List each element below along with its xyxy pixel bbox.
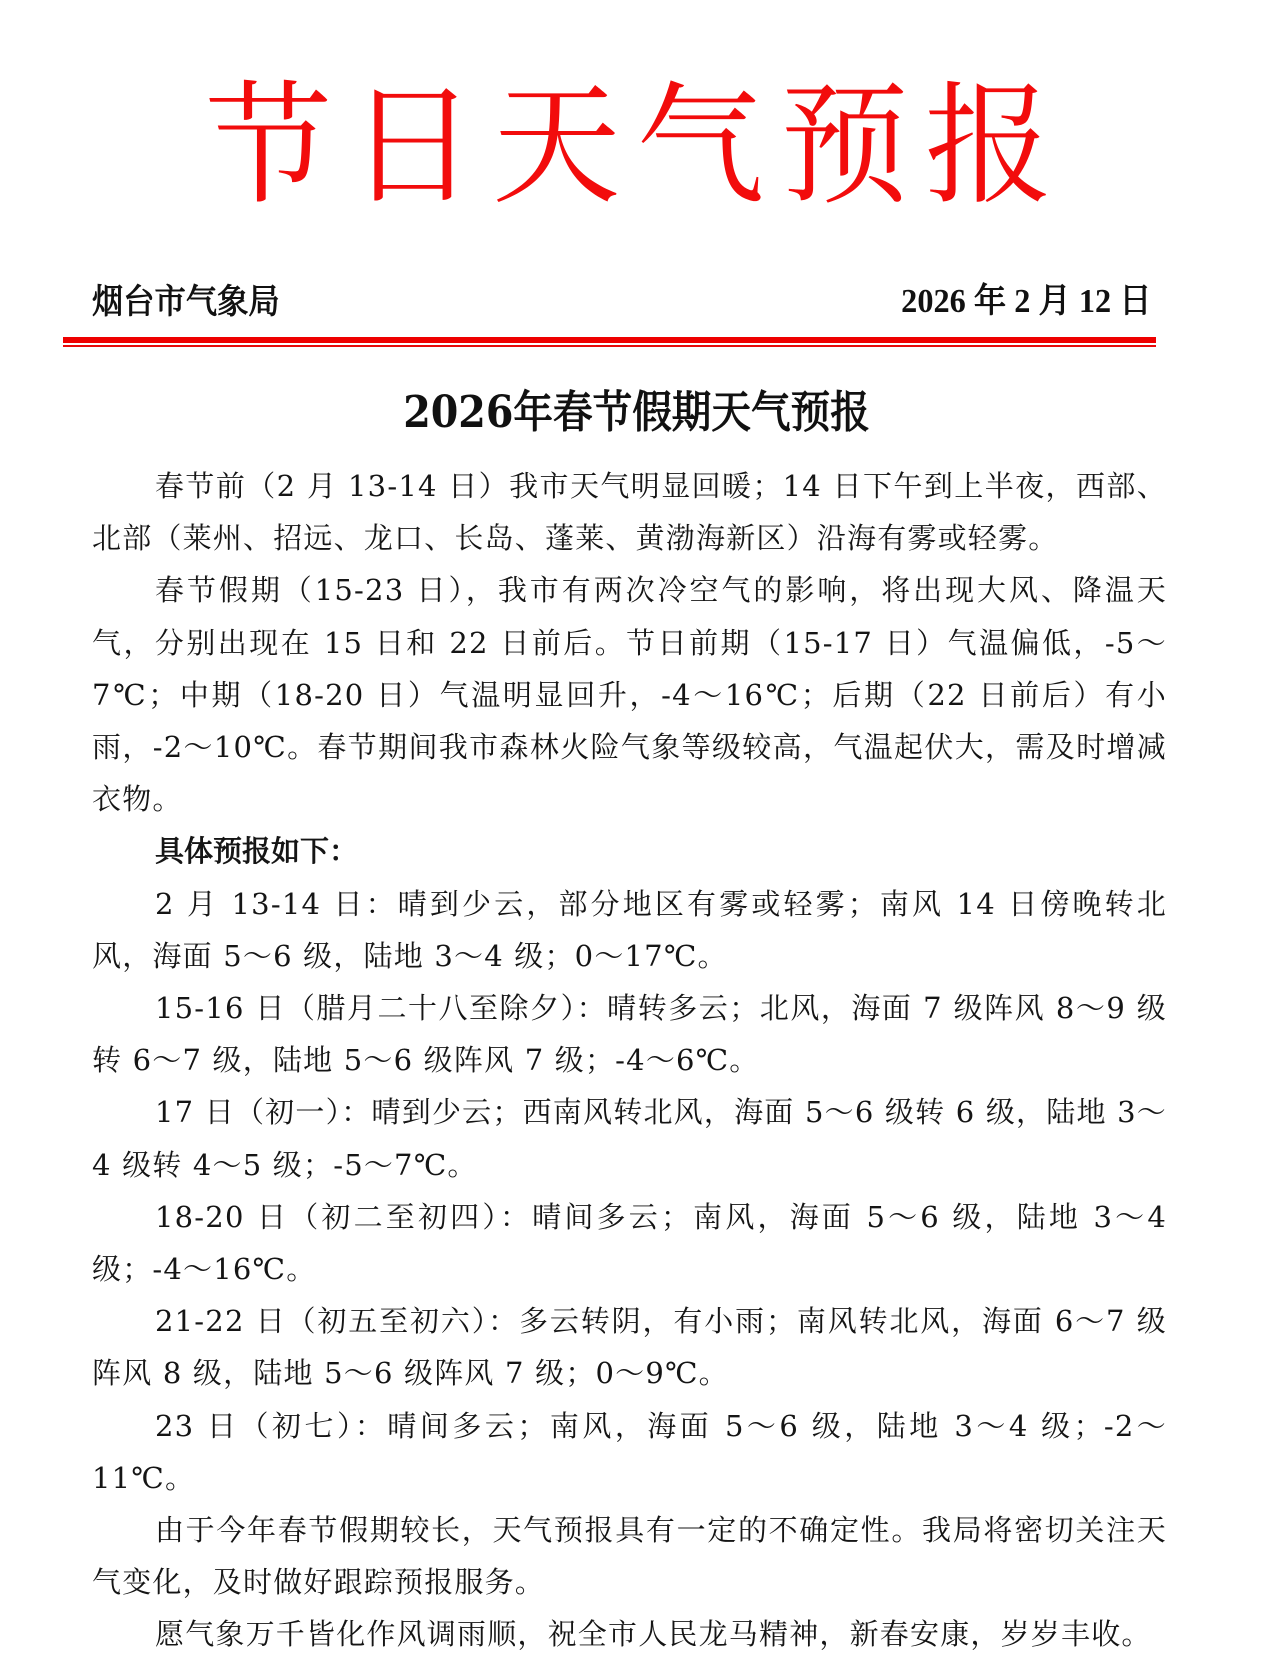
forecast-item: 18-20 日（初二至初四）：晴间多云；南风，海面 5～6 级，陆地 3～4 级；-4～16℃。: [92, 1199, 1167, 1287]
intro-paragraph-holiday: 春节假期（15-23 日），我市有两次冷空气的影响，将出现大风、降温天气，分别出现在 15 日和 22 日前后。节日前期（15-17 日）气温偏低，-5～7℃；中期（18-20 日）气温明显回升，-4～16℃；后期（22 日前后）有小雨，-2～10℃。春节期间我市森林火险气象等级较高，气温起伏大，需及时增减衣物。: [92, 573, 1167, 817]
section-heading: 具体预报如下：: [155, 834, 359, 869]
forecast-item: 23 日（初七）：晴间多云；南风，海面 5～6 级，陆地 3～4 级；-2～11℃。: [92, 1408, 1167, 1495]
closing-greeting: 愿气象万千皆化作风调雨顺，祝全市人民龙马精神，新春安康，岁岁丰收。: [155, 1617, 1152, 1652]
issue-date: 2026 年 2 月 12 日: [900, 283, 1151, 320]
intro-paragraph-pre-festival: 春节前（2 月 13-14 日）我市天气明显回暖；14 日下午到上半夜，西部、北部（莱州、招远、龙口、长岛、蓬莱、黄渤海新区）沿海有雾或轻雾。: [92, 469, 1167, 556]
document-title: 2026年春节假期天气预报: [403, 387, 870, 438]
issuer-name: 烟台市气象局: [92, 282, 280, 322]
forecast-item: 21-22 日（初五至初六）：多云转阴，有小雨；南风转北风，海面 6～7 级阵风 8 级，陆地 5～6 级阵风 7 级；0～9℃。: [92, 1304, 1167, 1391]
header-rule-thin: [63, 345, 1156, 347]
closing-uncertainty-note: 由于今年春节假期较长，天气预报具有一定的不确定性。我局将密切关注天气变化，及时做好跟踪预报服务。: [92, 1513, 1167, 1600]
forecast-item: 15-16 日（腊月二十八至除夕）：晴转多云；北风，海面 7 级阵风 8～9 级转 6～7 级，陆地 5～6 级阵风 7 级；-4～6℃。: [92, 991, 1167, 1078]
masthead-title: 节日天气预报: [204, 69, 1069, 224]
header-rule-thick: [63, 337, 1156, 343]
forecast-item: 17 日（初一）：晴到少云；西南风转北风，海面 5～6 级转 6 级，陆地 3～4 级转 4～5 级；-5～7℃。: [92, 1095, 1167, 1182]
document-body: [92, 460, 1167, 1661]
forecast-item: 2 月 13-14 日：晴到少云，部分地区有雾或轻雾；南风 14 日傍晚转北风，海面 5～6 级，陆地 3～4 级；0～17℃。: [92, 886, 1167, 973]
